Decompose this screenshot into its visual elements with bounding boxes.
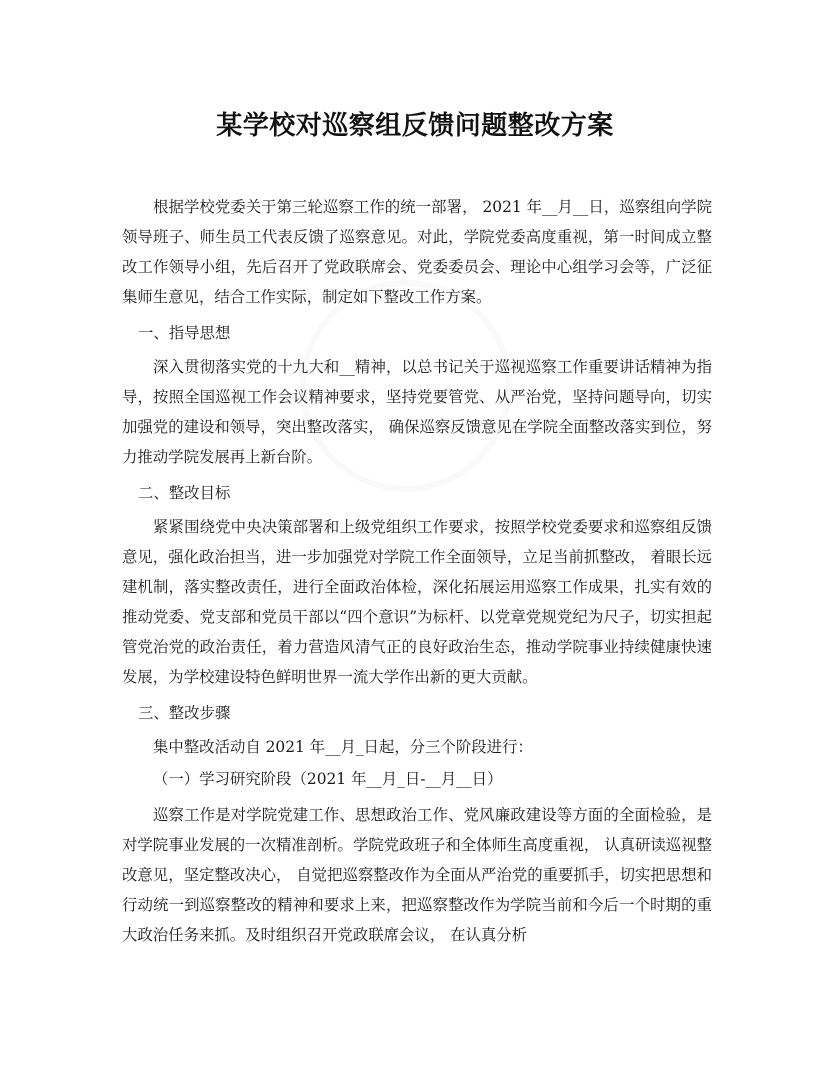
section-heading-steps: 三、整改步骤	[138, 704, 231, 722]
intro-paragraph: 根据学校党委关于第三轮巡察工作的统一部署， 2021 年__月__日，巡察组向学院领导班子、师生员工代表反馈了巡察意见。对此，学院党委高度重视，第一时间成立整改工作领导小组，先后召开了党政联席会、党委委员会、理论中心组学习会等，广泛征集师生意见，结合工作实际，制定如下整改工作方案。	[122, 198, 712, 306]
section-heading-goals: 二、整改目标	[138, 484, 231, 502]
section-paragraph-steps: 集中整改活动自 2021 年__月_日起，分三个阶段进行：	[153, 738, 533, 756]
section-heading-guiding-thought: 一、指导思想	[138, 324, 231, 342]
subsection-heading-study-phase: （一）学习研究阶段（2021 年__月_日-__月__日）	[153, 770, 503, 788]
section-paragraph-goals: 紧紧围绕党中央决策部署和上级党组织工作要求，按照学校党委要求和巡察组反馈意见，强化政治担当，进一步加强党对学院工作全面领导，立足当前抓整改， 着眼长远建机制，落实整改责任，进行全面政治体检，深化拓展运用巡察工作成果，扎实有效的推动党委、党支部和党员干部以“四个意识”为标杆、以党章党规党纪为尺子，切实担起管党治党的政治责任，着力营造风清气正的良好政治生态，推动学院事业持续健康快速发展，为学校建设特色鲜明世界一流大学作出新的更大贡献。	[122, 518, 712, 686]
document-title: 某学校对巡察组反馈问题整改方案	[216, 111, 614, 142]
subsection-paragraph-study-phase: 巡察工作是对学院党建工作、思想政治工作、党风廉政建设等方面的全面检验，是对学院事业发展的一次精准剖析。学院党政班子和全体师生高度重视， 认真研读巡视整改意见，坚定整改决心， 自觉把巡察整改作为全面从严治党的重要抓手，切实把思想和行动统一到巡察整改的精神和要求上来，把巡察整改作为学院当前和今后一个时期的重大政治任务来抓。及时组织召开党政联席会议， 在认真分析	[122, 806, 712, 944]
document-body	[122, 192, 712, 950]
section-paragraph-guiding-thought: 深入贯彻落实党的十九大和__精神，以总书记关于巡视巡察工作重要讲话精神为指导，按照全国巡视工作会议精神要求，坚持党要管党、从严治党，坚持问题导向，切实加强党的建设和领导，突出整改落实， 确保巡察反馈意见在学院全面整改落实到位，努力推动学院发展再上新台阶。	[122, 358, 712, 466]
